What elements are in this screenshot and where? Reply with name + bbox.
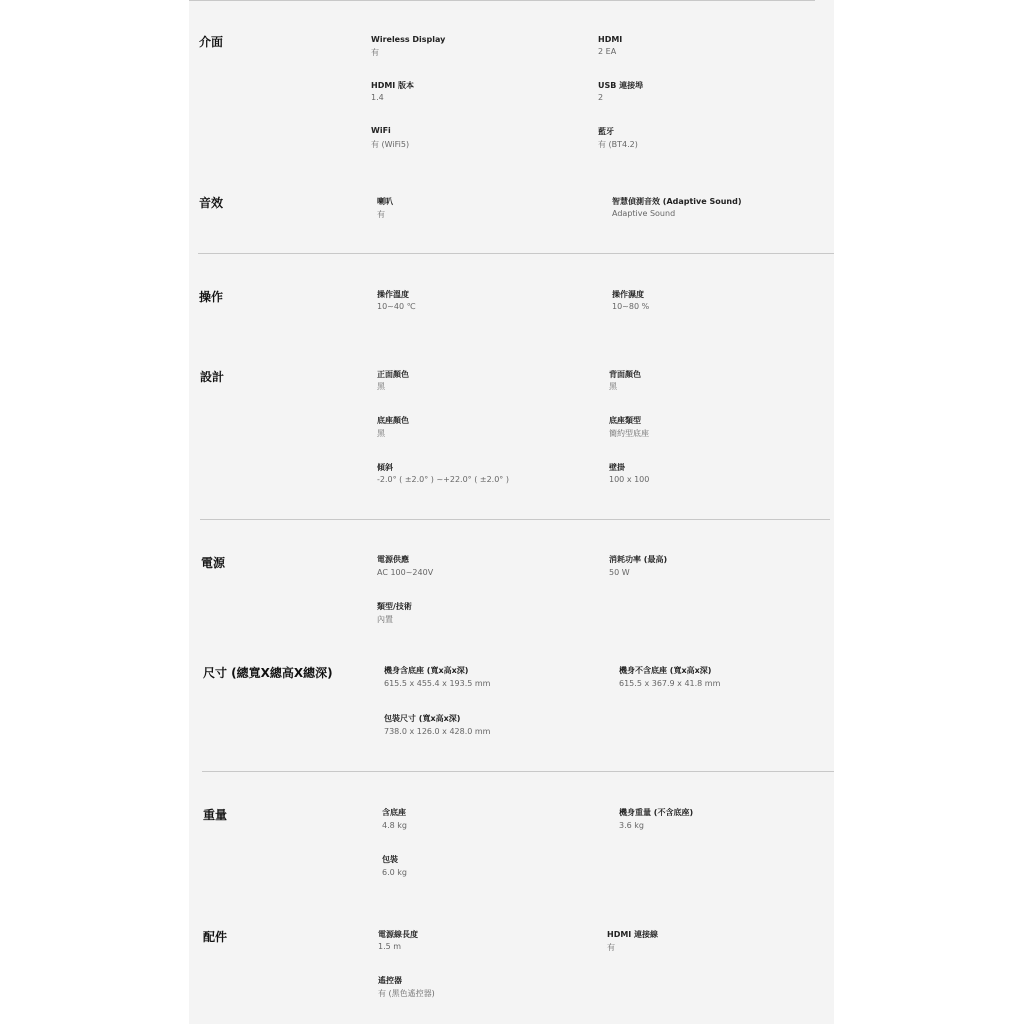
section-title-weight: 重量 [203, 808, 228, 822]
section-title-audio: 音效 [199, 196, 224, 210]
spec-value: 內置 [377, 615, 393, 624]
spec-label: 壁掛 [609, 463, 625, 472]
section-title-operation: 操作 [199, 290, 224, 304]
section-title-power: 電源 [201, 556, 226, 570]
spec-value: 738.0 x 126.0 x 428.0 mm [384, 727, 491, 736]
spec-label: 消耗功率 (最高) [609, 555, 668, 564]
spec-label: USB 連接埠 [598, 81, 644, 90]
spec-value: 3.6 kg [619, 821, 644, 830]
spec-value: 6.0 kg [382, 868, 407, 877]
spec-value: 有 [371, 48, 379, 57]
spec-label: 類型/技術 [377, 602, 412, 611]
section-title-dimensions: 尺寸 (總寬X總高X總深) [203, 666, 333, 680]
spec-value: 100 x 100 [609, 475, 650, 484]
divider [198, 253, 834, 254]
divider [200, 519, 830, 520]
section-title-accessories: 配件 [203, 930, 228, 944]
spec-label: HDMI 版本 [371, 81, 415, 90]
spec-label: 底座顏色 [377, 416, 409, 425]
spec-label: 機身含底座 (寬x高x深) [384, 666, 469, 675]
spec-value: 1.4 [371, 93, 384, 102]
spec-label: WiFi [371, 126, 391, 135]
divider [202, 771, 834, 772]
spec-label: HDMI 連接線 [607, 930, 659, 939]
spec-value: 簡約型底座 [609, 429, 649, 438]
spec-value: 黑 [609, 382, 617, 391]
spec-value: 黑 [377, 429, 385, 438]
divider [189, 0, 815, 1]
spec-value: AC 100~240V [377, 568, 434, 577]
spec-label: 操作濕度 [612, 290, 644, 299]
spec-label: 底座類型 [609, 416, 641, 425]
spec-value: 615.5 x 367.9 x 41.8 mm [619, 679, 721, 688]
spec-sheet [189, 0, 834, 1024]
spec-label: 機身不含底座 (寬x高x深) [619, 666, 712, 675]
spec-value: 有 (WiFi5) [371, 140, 410, 149]
spec-label: 含底座 [382, 808, 406, 817]
spec-value: 10~40 ℃ [377, 302, 416, 311]
spec-label: HDMI [598, 35, 623, 44]
spec-value: -2.0° ( ±2.0° ) ~+22.0° ( ±2.0° ) [377, 475, 509, 484]
spec-value: 10~80 % [612, 302, 650, 311]
spec-label: 藍牙 [598, 127, 614, 136]
spec-value: 有 [377, 210, 385, 219]
spec-label: 遙控器 [378, 976, 402, 985]
spec-value: 黑 [377, 382, 385, 391]
spec-value: 有 (BT4.2) [598, 140, 638, 149]
spec-label: 機身重量 (不含底座) [619, 808, 694, 817]
spec-label: 包裝尺寸 (寬x高x深) [384, 714, 461, 723]
spec-value: 4.8 kg [382, 821, 407, 830]
spec-label: 電源線長度 [378, 930, 418, 939]
spec-label: 包裝 [382, 855, 398, 864]
spec-label: 智慧偵測音效 (Adaptive Sound) [612, 197, 742, 206]
spec-label: 正面顏色 [377, 370, 409, 379]
spec-label: Wireless Display [371, 35, 446, 44]
spec-value: 1.5 m [378, 942, 402, 951]
spec-value: 有 [607, 943, 615, 952]
section-title-design: 設計 [200, 370, 225, 384]
spec-value: 2 EA [598, 47, 617, 56]
spec-label: 操作溫度 [377, 290, 409, 299]
spec-value: 2 [598, 93, 604, 102]
spec-label: 傾斜 [377, 463, 393, 472]
spec-label: 電源供應 [377, 555, 409, 564]
spec-value: 50 W [609, 568, 630, 577]
spec-label: 喇叭 [377, 197, 393, 206]
spec-value: 有 (黑色遙控器) [378, 989, 435, 998]
spec-value: 615.5 x 455.4 x 193.5 mm [384, 679, 491, 688]
spec-value: Adaptive Sound [612, 209, 676, 218]
section-title-interface: 介面 [199, 35, 224, 49]
spec-label: 背面顏色 [609, 370, 641, 379]
